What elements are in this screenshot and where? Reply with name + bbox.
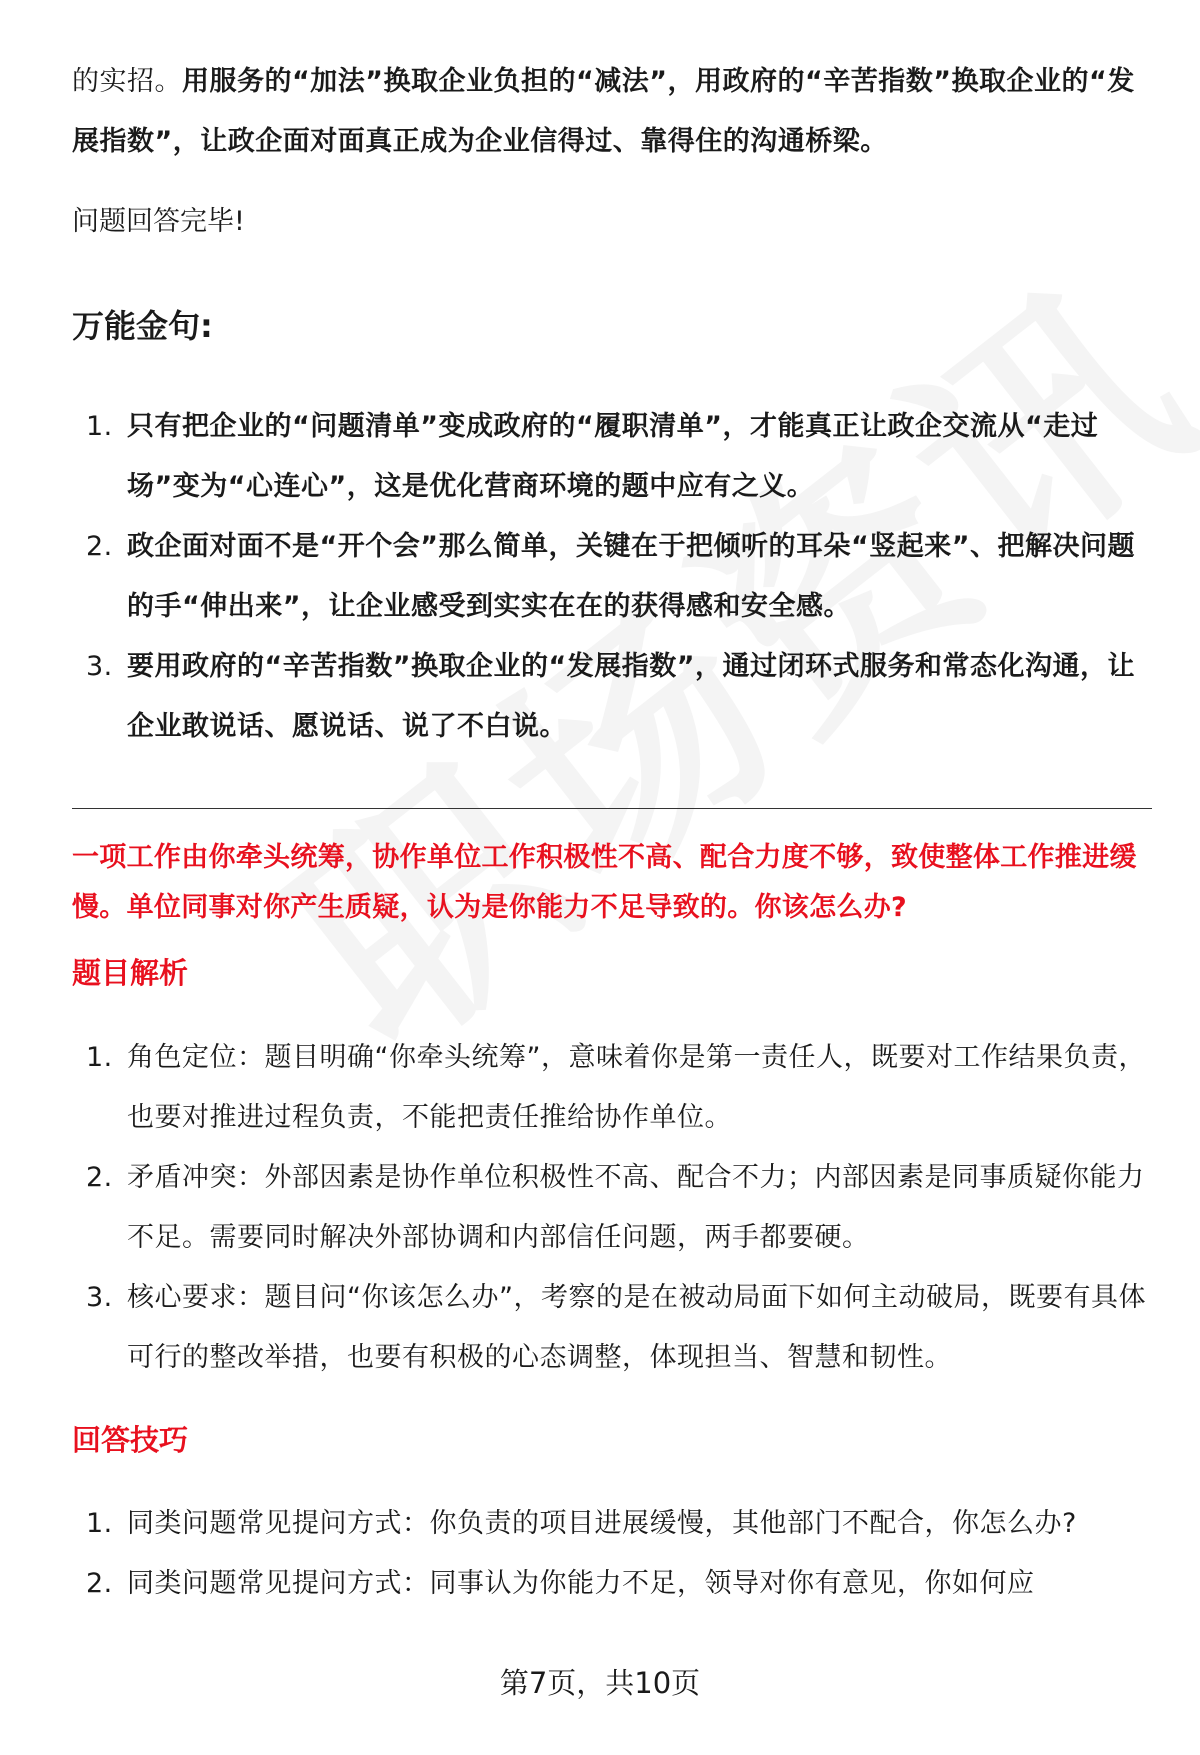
intro-bold-text: 用服务的“加法”换取企业负担的“减法”，用政府的“辛苦指数”换取企业的“发展指数”，让政企面对面真正成为企业信得过、靠得住的沟通桥梁。 [72, 66, 1135, 157]
golden-sentences-title: 万能金句: [72, 307, 213, 345]
list-text: 核心要求：题目问“你该怎么办”，考察的是在被动局面下如何主动破局，既要有具体可行的整改举措，也要有积极的心态调整，体现担当、智慧和韧性。 [127, 1282, 1146, 1373]
list-number: 1. [86, 411, 113, 442]
list-item [72, 517, 1152, 637]
tips-list [72, 1494, 1152, 1614]
tips-heading: 回答技巧 [72, 1423, 189, 1457]
list-text: 矛盾冲突：外部因素是协作单位积极性不高、配合不力；内部因素是同事质疑你能力不足。需要同时解决外部协调和内部信任问题，两手都要硬。 [127, 1162, 1145, 1253]
list-number: 3. [86, 1282, 113, 1313]
list-text: 角色定位：题目明确“你牵头统筹”，意味着你是第一责任人，既要对工作结果负责，也要对推进过程负责，不能把责任推给协作单位。 [127, 1042, 1146, 1133]
list-number: 2. [86, 531, 113, 562]
list-item [72, 1554, 1152, 1614]
list-item [72, 1494, 1152, 1554]
list-text: 要用政府的“辛苦指数”换取企业的“发展指数”，通过闭环式服务和常态化沟通，让企业敢说话、愿说话、说了不白说。 [127, 651, 1135, 742]
list-number: 2. [86, 1162, 113, 1193]
list-text: 同类问题常见提问方式：同事认为你能力不足，领导对你有意见，你如何应 [127, 1568, 1035, 1599]
list-item [72, 637, 1152, 757]
list-number: 2. [86, 1568, 113, 1599]
list-number: 3. [86, 651, 113, 682]
intro-prefix: 的实招。 [72, 66, 182, 97]
list-text: 政企面对面不是“开个会”那么简单，关键在于把倾听的耳朵“竖起来”、把解决问题的手“伸出来”，让企业感受到实实在在的获得感和安全感。 [127, 531, 1135, 622]
list-item [72, 1268, 1152, 1388]
answer-complete-text: 问题回答完毕! [72, 206, 245, 237]
list-item [72, 1148, 1152, 1268]
interview-question: 一项工作由你牵头统筹，协作单位工作积极性不高、配合力度不够，致使整体工作推进缓慢。单位同事对你产生质疑，认为是你能力不足导致的。你该怎么办? [72, 842, 1137, 923]
intro-paragraph [72, 52, 1140, 172]
list-item [72, 397, 1152, 517]
analysis-list [72, 1028, 1152, 1388]
list-text: 同类问题常见提问方式：你负责的项目进展缓慢，其他部门不配合，你怎么办? [127, 1508, 1077, 1539]
list-item [72, 1028, 1152, 1148]
analysis-heading: 题目解析 [72, 956, 189, 990]
golden-sentences-list [72, 397, 1152, 757]
list-number: 1. [86, 1508, 113, 1539]
list-text: 只有把企业的“问题清单”变成政府的“履职清单”，才能真正让政企交流从“走过场”变为“心连心”，这是优化营商环境的题中应有之义。 [127, 411, 1099, 502]
section-divider [72, 808, 1152, 809]
page-number: 第7页，共10页 [499, 1666, 701, 1700]
list-number: 1. [86, 1042, 113, 1073]
